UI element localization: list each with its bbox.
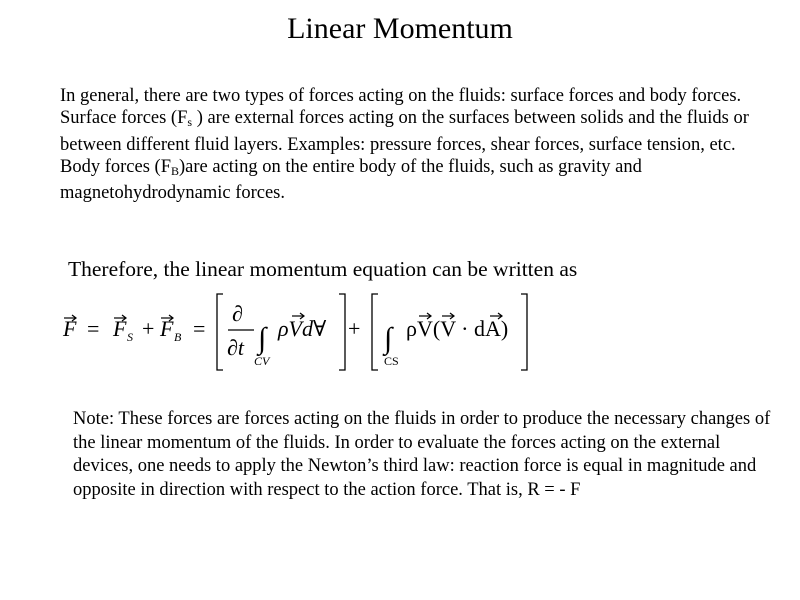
right-bracket	[339, 294, 345, 370]
eq-equals: =	[193, 316, 206, 341]
eq-FS-sub: S	[127, 330, 133, 344]
integral-sign: ∫	[384, 322, 393, 355]
left-bracket	[217, 294, 223, 370]
momentum-equation	[60, 290, 540, 380]
fb-subscript: B	[170, 163, 179, 178]
left-bracket	[372, 294, 378, 370]
eq-plus: +	[142, 316, 155, 341]
fs-subscript: s	[187, 115, 193, 130]
eq-FB-sub: B	[174, 330, 182, 344]
note-paragraph: Note: These forces are forces acting on the fluids in order to produce the necessary changes of the linear momentum of the fluids. In order to evaluate the forces acting on the external devices, one needs to apply the Newton’s third law: reaction force is equal in magnitude and opposite in direction with respect to the action force. That is, R = - F	[73, 409, 771, 500]
partial-t: ∂t	[227, 335, 244, 360]
cs-label: CS	[384, 354, 399, 368]
integral-sign: ∫	[258, 322, 267, 355]
slide-title: Linear Momentum	[287, 12, 513, 45]
eq-plus: +	[348, 316, 361, 341]
paragraph-text: ) are external forces acting on the surfaces between solids and the fluids or between different fluid layers. Examples: pressure forces, shear forces, surface tension, etc. Body forces (F	[60, 108, 749, 177]
partial-symbol: ∂	[232, 301, 243, 326]
intro-paragraph	[60, 85, 770, 204]
eq-F: F	[63, 316, 77, 341]
cs-integrand: ρV(V · dA)	[406, 316, 509, 341]
eq-FB: F	[160, 316, 174, 341]
equation-intro: Therefore, the linear momentum equation can be written as	[68, 257, 578, 281]
cv-label: CV	[254, 354, 270, 368]
eq-equals: =	[87, 316, 100, 341]
cv-integrand: ρVd∀	[278, 316, 327, 341]
eq-FS: F	[113, 316, 127, 341]
paragraph-text: )are acting on the entire body of the fluids, such as gravity and magnetohydrodynamic forces.	[60, 156, 642, 204]
paragraph-text: In general, there are two types of forces acting on the fluids: surface forces and body forces. Surface forces (F	[60, 86, 742, 129]
right-bracket	[521, 294, 527, 370]
